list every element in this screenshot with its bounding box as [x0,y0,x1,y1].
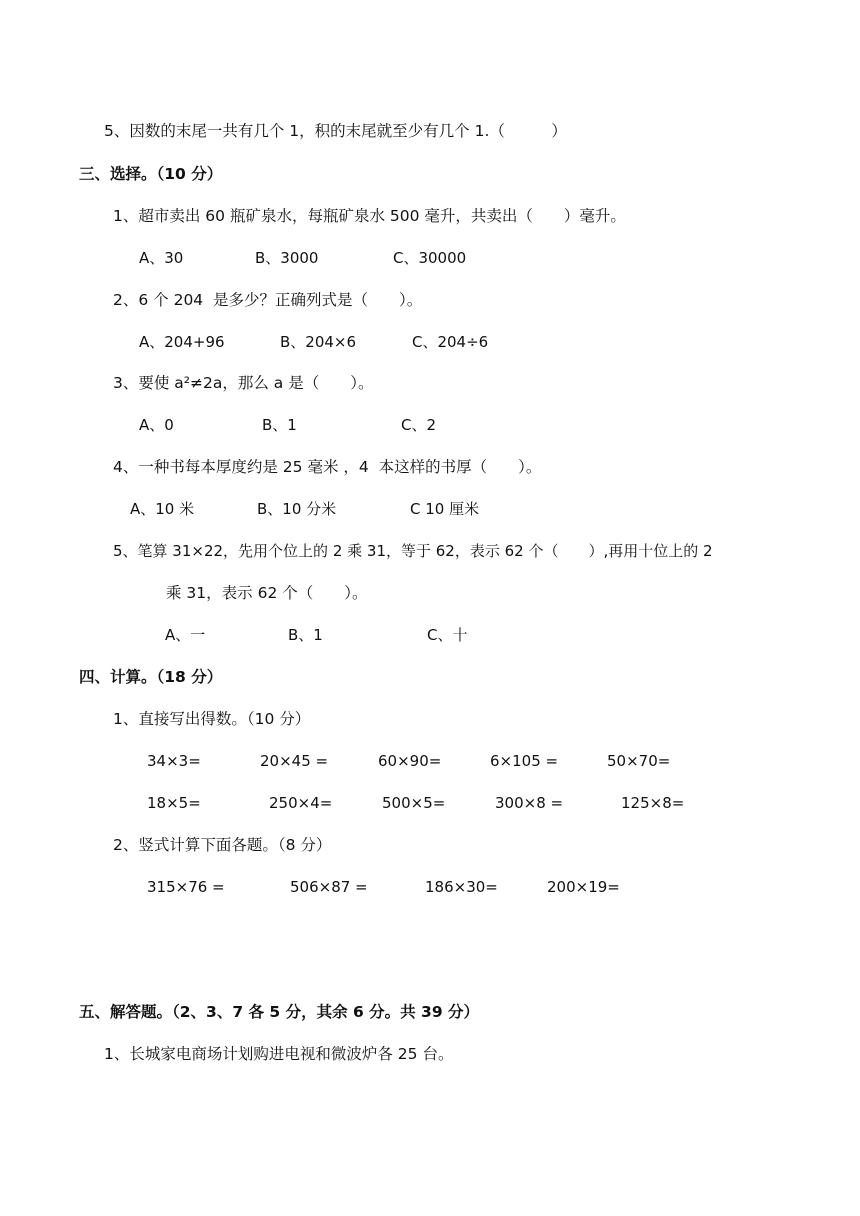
calc-item: 20×45 = [260,752,329,770]
question-3-2: 2、6 个 204 是多少？正确列式是（ ）。 [113,291,423,309]
option-3-4-c: C 10 厘米 [410,500,480,518]
question-2-5: 5、因数的末尾一共有几个 1，积的末尾就至少有几个 1.（ ） [104,122,567,140]
calc-item: 50×70= [607,752,671,770]
question-3-4: 4、一种书每本厚度约是 25 毫米 ，4 本这样的书厚（ ）。 [113,458,542,476]
question-4-2: 2、竖式计算下面各题。（8 分） [113,836,332,854]
option-3-2-a: A、204+96 [139,333,225,351]
calc-item: 60×90= [378,752,442,770]
option-3-4-b: B、10 分米 [257,500,337,518]
option-3-4-a: A、10 米 [130,500,195,518]
section-4-heading: 四、计算。（18 分） [79,668,223,686]
option-3-2-c: C、204÷6 [412,333,489,351]
calc-item: 300×8 = [495,794,564,812]
calc-item: 6×105 = [490,752,559,770]
option-3-5-a: A、一 [165,626,206,644]
option-3-3-b: B、1 [262,416,297,434]
calc-item: 315×76 = [147,878,225,896]
section-5-heading: 五、解答题。（2、3、7 各 5 分，其余 6 分。共 39 分） [79,1003,480,1021]
option-3-2-b: B、204×6 [280,333,357,351]
option-3-1-b: B、3000 [255,249,319,267]
option-3-5-c: C、十 [427,626,468,644]
calc-item: 250×4= [269,794,333,812]
question-3-5-line1: 5、笔算 31×22，先用个位上的 2 乘 31，等于 62，表示 62 个（ ）,再用十位上的 2 [113,542,713,560]
question-4-1: 1、直接写出得数。（10 分） [113,710,311,728]
option-3-5-b: B、1 [288,626,323,644]
question-3-5-line2: 乘 31，表示 62 个（ ）。 [166,584,368,602]
calc-item: 34×3= [147,752,201,770]
calc-item: 506×87 = [290,878,368,896]
option-3-1-c: C、30000 [393,249,467,267]
calc-item: 500×5= [382,794,446,812]
calc-item: 200×19= [547,878,620,896]
section-3-heading: 三、选择。（10 分） [79,165,223,183]
calc-item: 186×30= [425,878,498,896]
option-3-1-a: A、30 [139,249,184,267]
calc-item: 18×5= [147,794,201,812]
question-3-3: 3、要使 a²≠2a，那么 a 是（ ）。 [113,374,374,392]
question-5-1: 1、长城家电商场计划购进电视和微波炉各 25 台。 [104,1045,454,1063]
calc-item: 125×8= [621,794,685,812]
question-3-1: 1、超市卖出 60 瓶矿泉水，每瓶矿泉水 500 毫升，共卖出（ ）毫升。 [113,207,626,225]
option-3-3-a: A、0 [139,416,174,434]
option-3-3-c: C、2 [401,416,437,434]
